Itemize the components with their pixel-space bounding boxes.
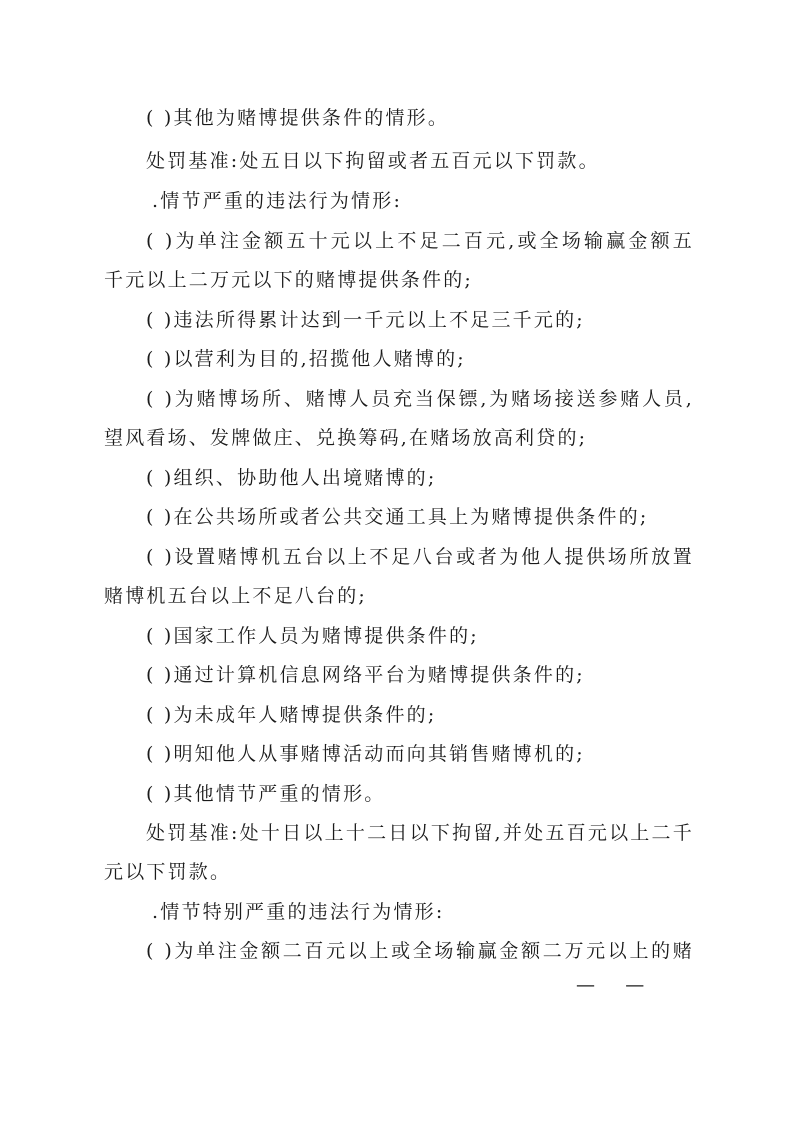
paragraph-line: ( )在公共场所或者公共交通工具上为赌博提供条件的;: [146, 506, 649, 528]
paragraph-line: ( )其他情节严重的情形。: [146, 783, 386, 805]
penalty-standard-line: 处罚基准:处十日以上十二日以下拘留,并处五百元以上二千: [146, 822, 694, 844]
paragraph-line: 赌博机五台以上不足八台的;: [104, 585, 368, 607]
paragraph-line: ( )为赌博场所、赌博人员充当保镖,为赌场接送参赌人员,: [146, 388, 694, 410]
paragraph-line: ( )为未成年人赌博提供条件的;: [146, 704, 437, 726]
paragraph-line: 元以下罚款。: [104, 861, 232, 883]
paragraph-line: ( )设置赌博机五台以上不足八台或者为他人提供场所放置: [146, 546, 694, 568]
paragraph-line: ( )明知他人从事赌博活动而向其销售赌博机的;: [146, 743, 585, 765]
paragraph-line: ( )为单注金额五十元以上不足二百元,或全场输赢金额五: [146, 230, 694, 252]
paragraph-line: ( )以营利为目的,招揽他人赌博的;: [146, 348, 466, 370]
paragraph-line: ( )其他为赌博提供条件的情形。: [146, 107, 450, 129]
paragraph-line: 望风看场、发牌做庄、兑换筹码,在赌场放高利贷的;: [104, 427, 588, 449]
paragraph-line: ( )组织、协助他人出境赌博的;: [146, 467, 437, 489]
paragraph-line: ( )为单注金额二百元以上或全场输赢金额二万元以上的赌: [146, 940, 694, 962]
section-heading: .情节特别严重的违法行为情形:: [152, 901, 445, 923]
paragraph-line: ( )国家工作人员为赌博提供条件的;: [146, 625, 479, 647]
penalty-standard-line: 处罚基准:处五日以下拘留或者五百元以下罚款。: [146, 150, 600, 172]
paragraph-line: ( )违法所得累计达到一千元以上不足三千元的;: [146, 309, 585, 331]
section-heading: .情节严重的违法行为情形:: [152, 190, 403, 212]
paragraph-line: 千元以上二万元以下的赌博提供条件的;: [104, 269, 474, 291]
paragraph-line: ( )通过计算机信息网络平台为赌博提供条件的;: [146, 664, 585, 686]
page-number: — —: [576, 974, 645, 996]
